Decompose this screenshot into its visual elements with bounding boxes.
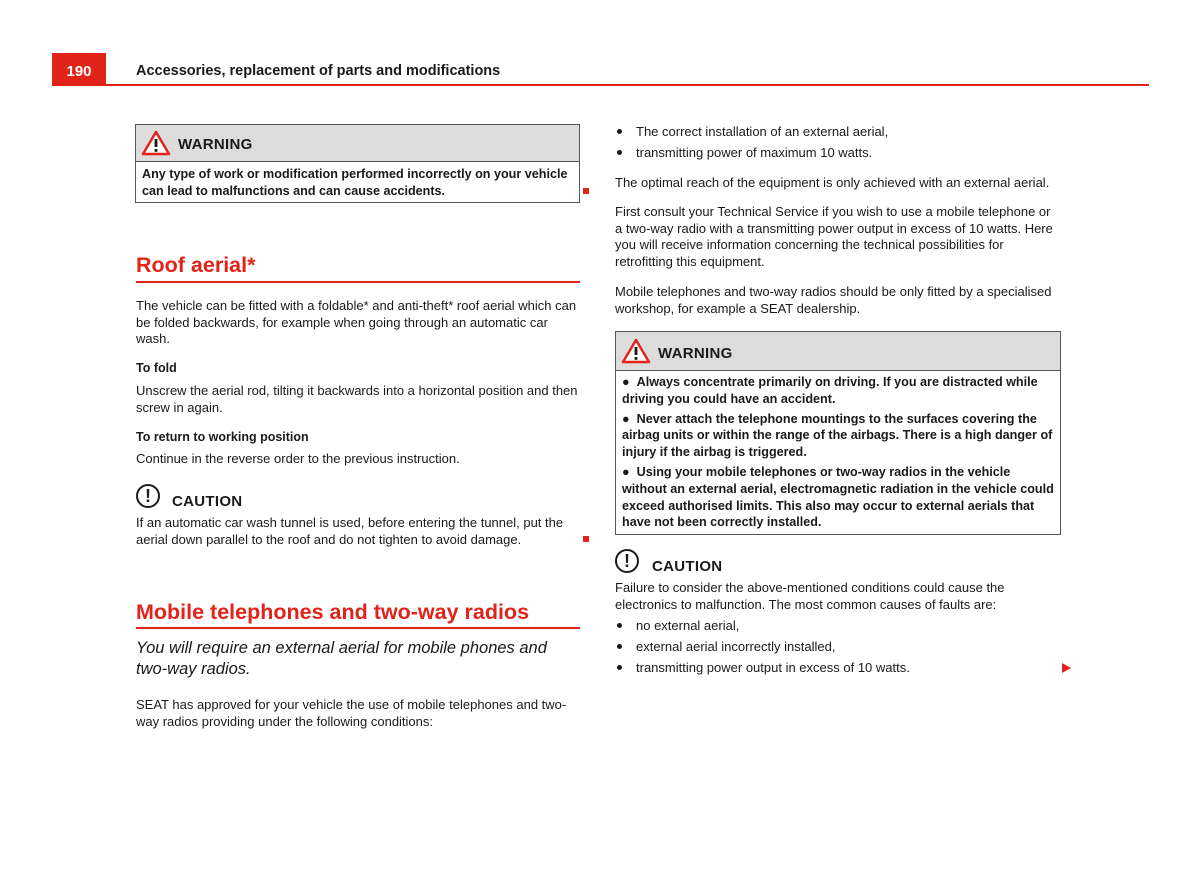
roof-aerial-intro: The vehicle can be fitted with a foldable* and anti-theft* roof aerial which can be folded backwards, for example when going through an automatic car wash. (136, 298, 577, 347)
warning-label: WARNING (658, 345, 733, 362)
warning-triangle-icon (141, 130, 171, 156)
continue-arrow-icon (1062, 663, 1071, 673)
paragraph-optimal-reach: The optimal reach of the equipment is only achieved with an external aerial. (615, 175, 1050, 190)
caution-icon: ! (615, 549, 639, 573)
running-header-title: Accessories, replacement of parts and modifications (136, 63, 501, 79)
header-divider (52, 84, 1149, 86)
warning-item: ● Always concentrate primarily on driving. If you are distracted while driving you could have an accident. (622, 375, 1038, 406)
warning-item: ● Using your mobile telephones or two-way radios in the vehicle without an external aerial, electromagnetic radiation in the vehicle could exceed authorised limits. This also may occur to external aerials that have not been correctly installed. (622, 464, 1054, 530)
heading-underline (136, 627, 580, 629)
caution-label: CAUTION (172, 493, 243, 510)
mobile-intro: You will require an external aerial for mobile phones and two-way radios. (136, 639, 547, 678)
paragraph-specialised-workshop: Mobile telephones and two-way radios should be only fitted by a specialised workshop, for example a SEAT dealership. (615, 284, 1052, 316)
warning-box-1 (135, 124, 580, 203)
mobile-body: SEAT has approved for your vehicle the use of mobile telephones and two-way radios providing under the following conditions: (136, 697, 567, 729)
list-item: no external aerial, (615, 615, 1060, 636)
list-item: external aerial incorrectly installed, (615, 636, 1060, 657)
heading-mobile-telephones: Mobile telephones and two-way radios (136, 600, 530, 624)
section-end-marker (583, 536, 589, 542)
caution-text: Failure to consider the above-mentioned conditions could cause the electronics to malfunction. The most common causes of faults are: (615, 580, 1005, 612)
to-fold-text: Unscrew the aerial rod, tilting it backwards into a horizontal position and then screw in again. (136, 383, 578, 415)
return-text: Continue in the reverse order to the previous instruction. (136, 451, 460, 466)
warning-box-2 (615, 331, 1061, 535)
warning-label: WARNING (178, 136, 253, 153)
to-fold-heading: To fold (136, 361, 177, 375)
paragraph-technical-service: First consult your Technical Service if you wish to use a mobile telephone or a two-way radio with a transmitting power output in excess of 10 watts. Here you will receive information concerning the technical possibilities for retrofitting this equipment. (615, 204, 1053, 270)
warning-paragraph: Any type of work or modification performed incorrectly on your vehicle can lead to malfunctions and can cause accidents. (142, 167, 568, 198)
section-end-marker (583, 188, 589, 194)
page-number: 190 (52, 53, 106, 85)
list-item: transmitting power output in excess of 10 watts. (615, 657, 1060, 678)
heading-roof-aerial: Roof aerial* (136, 253, 256, 277)
caution-label: CAUTION (652, 558, 723, 575)
warning-header (136, 125, 579, 162)
list-item: The correct installation of an external aerial, (615, 121, 1060, 142)
caution-icon: ! (136, 484, 160, 508)
warning-triangle-icon (621, 338, 651, 364)
heading-underline (136, 281, 580, 283)
warning-item: ● Never attach the telephone mountings to the surfaces covering the airbag units or within the range of the airbags. There is a high danger of injury if the airbag is triggered. (622, 411, 1053, 460)
caution-text: If an automatic car wash tunnel is used, before entering the tunnel, put the aerial down parallel to the roof and do not tighten to avoid damage. (136, 515, 564, 547)
warning-text (616, 371, 1060, 538)
list-item: transmitting power of maximum 10 watts. (615, 142, 1060, 163)
warning-text (136, 162, 579, 207)
conditions-list (615, 121, 1060, 163)
return-heading: To return to working position (136, 430, 309, 444)
fault-causes-list (615, 615, 1060, 678)
warning-header (616, 332, 1060, 371)
